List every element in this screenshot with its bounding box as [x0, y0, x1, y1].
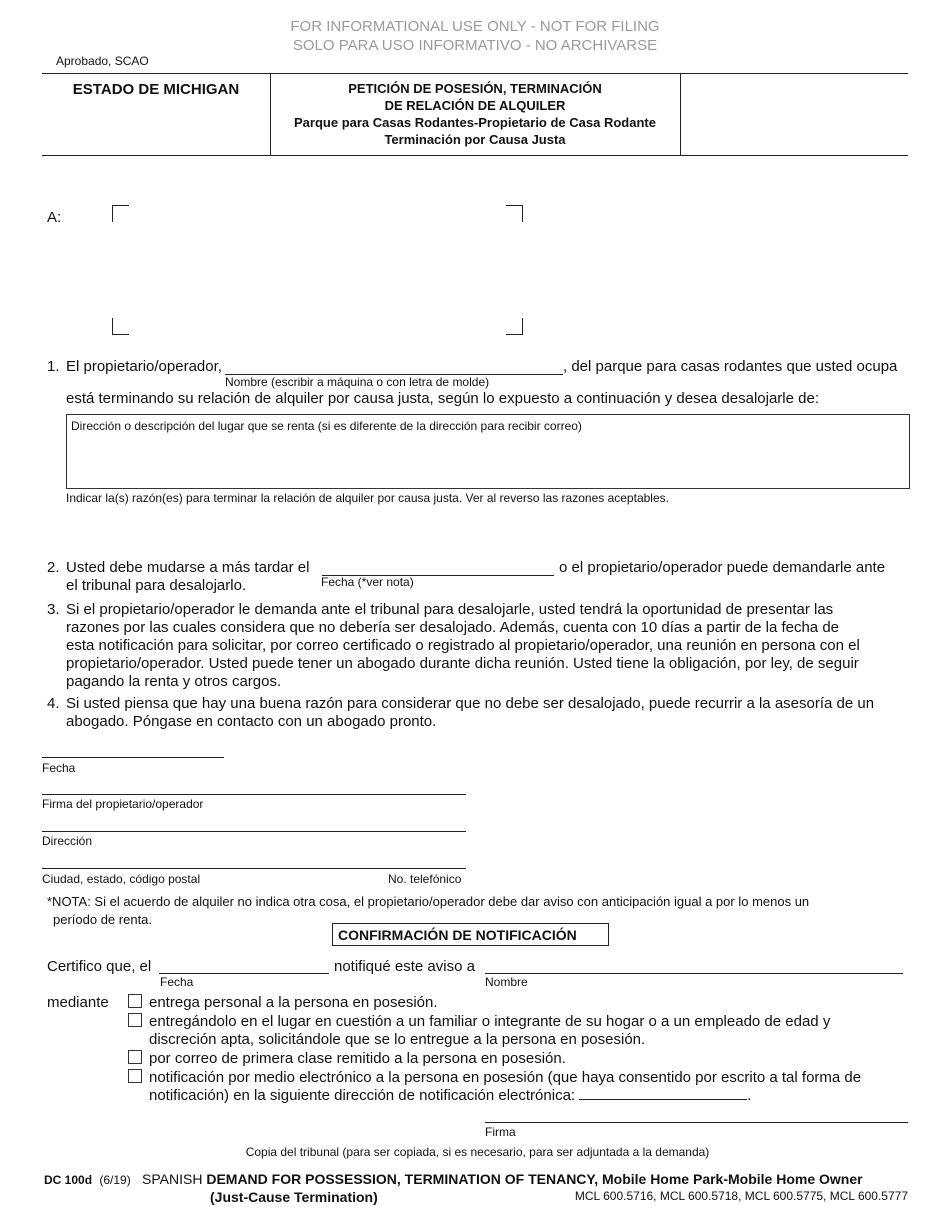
service-option-line	[149, 1087, 861, 1105]
title-line-4: Terminación por Causa Justa	[384, 132, 566, 147]
confirmation-heading: CONFIRMACIÓN DE NOTIFICACIÓN	[332, 923, 609, 946]
item-1-number: 1.	[47, 358, 60, 375]
item-3-text	[66, 601, 860, 691]
item-3-line: propietario/operador. Usted puede tener un abogado durante dicha reunión. Usted tiene la obligación, por ley, de seguir	[66, 655, 859, 672]
move-out-date-caption: Fecha (*ver nota)	[321, 575, 414, 589]
address-caption: Dirección	[42, 834, 93, 848]
note-line-1: *NOTA: Si el acuerdo de alquiler no indica otra cosa, el propietario/operador debe dar aviso con anticipación igual a por lo menos un	[47, 894, 810, 909]
service-option-checkbox[interactable]	[128, 1069, 142, 1083]
service-option-checkbox[interactable]	[128, 994, 142, 1008]
item-2-text-c: el tribunal para desalojarlo.	[66, 577, 247, 594]
owner-name-field[interactable]	[225, 358, 563, 375]
period: .	[747, 1087, 752, 1104]
service-date-caption: Fecha	[160, 975, 194, 989]
watermark	[0, 17, 950, 55]
form-footer-id	[44, 1173, 131, 1187]
date-caption: Fecha	[42, 761, 76, 775]
served-name-caption: Nombre	[485, 975, 528, 989]
item-2-text-b: o el propietario/operador puede demandarle ante	[559, 559, 886, 576]
move-out-date-field[interactable]	[322, 559, 554, 576]
item-4-line: Si usted piensa que hay una buena razón para considerar que no debe ser desalojado, puede recurrir a la asesoría de un	[66, 695, 875, 712]
english-title: DEMAND FOR POSSESSION, TERMINATION OF TENANCY, Mobile Home Park-Mobile Home Owner	[206, 1171, 863, 1187]
electronic-address-field[interactable]	[579, 1087, 747, 1100]
address-corner-bl	[112, 318, 129, 335]
service-option-label: entrega personal a la persona en posesión.	[149, 994, 438, 1011]
item-4-number: 4.	[47, 695, 60, 712]
owner-signature-line[interactable]	[42, 794, 466, 795]
date-line[interactable]	[42, 757, 224, 758]
item-1-text-a: El propietario/operador,	[66, 358, 222, 375]
item-3-line: Si el propietario/operador le demanda ante el tribunal para desalojarle, usted tendrá la oportunidad de presentar las	[66, 601, 834, 618]
phone-caption: No. telefónico	[388, 872, 462, 886]
state-name: ESTADO DE MICHIGAN	[72, 81, 240, 98]
service-option	[128, 1013, 142, 1031]
address-corner-br	[506, 318, 523, 335]
item-2-text-a: Usted debe mudarse a más tardar el	[66, 559, 310, 576]
approved-label: Aprobado, SCAO	[56, 54, 149, 68]
service-method-label: mediante	[47, 994, 109, 1011]
statutes: MCL 600.5716, MCL 600.5718, MCL 600.5775, MCL 600.5777	[574, 1189, 908, 1203]
service-option-checkbox[interactable]	[128, 1013, 142, 1027]
premises-description-box[interactable]	[66, 414, 910, 489]
item-3-line: esta notificación para solicitar, por correo certificado o registrado al propietario/operador, una reunión en persona con el	[66, 637, 860, 654]
service-option-label	[149, 1069, 861, 1105]
form-id: DC 100d	[44, 1173, 93, 1187]
item-3-line: razones por las cuales considera que no debería ser desalojado. Además, cuenta con 10 días a partir de la fecha de	[66, 619, 839, 636]
service-option-checkbox[interactable]	[128, 1050, 142, 1064]
form-title	[270, 80, 680, 148]
item-4-text	[66, 695, 874, 731]
reason-note: Indicar la(s) razón(es) para terminar la relación de alquiler por causa justa. Ver al reverso las razones aceptables.	[66, 491, 669, 505]
english-subtitle: (Just-Cause Termination)	[210, 1189, 378, 1205]
server-signature-line[interactable]	[485, 1122, 908, 1123]
server-signature-caption: Firma	[485, 1125, 516, 1139]
form-footer-title	[142, 1171, 863, 1187]
title-line-1: PETICIÓN DE POSESIÓN, TERMINACIÓN	[348, 81, 602, 96]
city-caption: Ciudad, estado, código postal	[42, 872, 201, 886]
served-name-field[interactable]	[485, 958, 903, 974]
item-1-text-c: está terminando su relación de alquiler por causa justa, según lo expuesto a continuación y desea desalojarle de:	[66, 390, 819, 407]
item-4-line: abogado. Póngase en contacto con un abogado pronto.	[66, 713, 437, 730]
copy-note: Copia del tribunal (para ser copiada, si es necesario, para ser adjuntada a la demanda)	[245, 1145, 710, 1159]
city-phone-line[interactable]	[42, 868, 466, 869]
address-corner-tl	[112, 205, 129, 222]
confirmation-text-a: Certifico que, el	[47, 958, 152, 975]
service-option-line: notificación por medio electrónico a la persona en posesión (que haya consentido por escrito a tal forma de	[149, 1069, 862, 1086]
title-line-3: Parque para Casas Rodantes-Propietario de Casa Rodante	[294, 115, 656, 130]
note-line-2: período de renta.	[53, 912, 153, 927]
confirmation-text-b: notifiqué este aviso a	[334, 958, 475, 975]
item-3-line: pagando la renta y otros cargos.	[66, 673, 282, 690]
item-1-text-b: , del parque para casas rodantes que usted ocupa	[563, 358, 898, 375]
watermark-line-2: SOLO PARA USO INFORMATIVO - NO ARCHIVARSE	[292, 37, 658, 54]
item-3-number: 3.	[47, 601, 60, 618]
form-revision: (6/19)	[99, 1173, 131, 1187]
service-option	[128, 1069, 142, 1087]
service-option-label: por correo de primera clase remitido a la persona en posesión.	[149, 1050, 566, 1067]
address-corner-tr	[506, 205, 523, 222]
owner-name-caption: Nombre (escribir a máquina o con letra de molde)	[225, 375, 490, 389]
service-date-field[interactable]	[159, 958, 329, 974]
service-option-line: entregándolo en el lugar en cuestión a un familiar o integrante de su hogar o a un empleado de edad y	[149, 1013, 831, 1030]
service-option	[128, 1050, 142, 1068]
address-line[interactable]	[42, 831, 466, 832]
header-divider-right	[680, 73, 681, 155]
to-label: A:	[47, 209, 62, 226]
service-option	[128, 994, 142, 1012]
language-label: SPANISH	[142, 1171, 203, 1187]
owner-signature-caption: Firma del propietario/operador	[42, 797, 204, 811]
item-2-number: 2.	[47, 559, 60, 576]
service-option-line-text: notificación) en la siguiente dirección de notificación electrónica:	[149, 1087, 576, 1104]
service-option-line: discreción apta, solicitándole que se lo entregue a la persona en posesión.	[149, 1031, 646, 1048]
header-top-rule	[42, 73, 908, 74]
watermark-line-1: FOR INFORMATIONAL USE ONLY - NOT FOR FILING	[290, 18, 660, 35]
header-bottom-rule	[42, 155, 908, 156]
premises-box-label: Dirección o descripción del lugar que se renta (si es diferente de la dirección para recibir correo)	[71, 419, 582, 433]
title-line-2: DE RELACIÓN DE ALQUILER	[384, 98, 566, 113]
service-option-label	[149, 1013, 830, 1049]
